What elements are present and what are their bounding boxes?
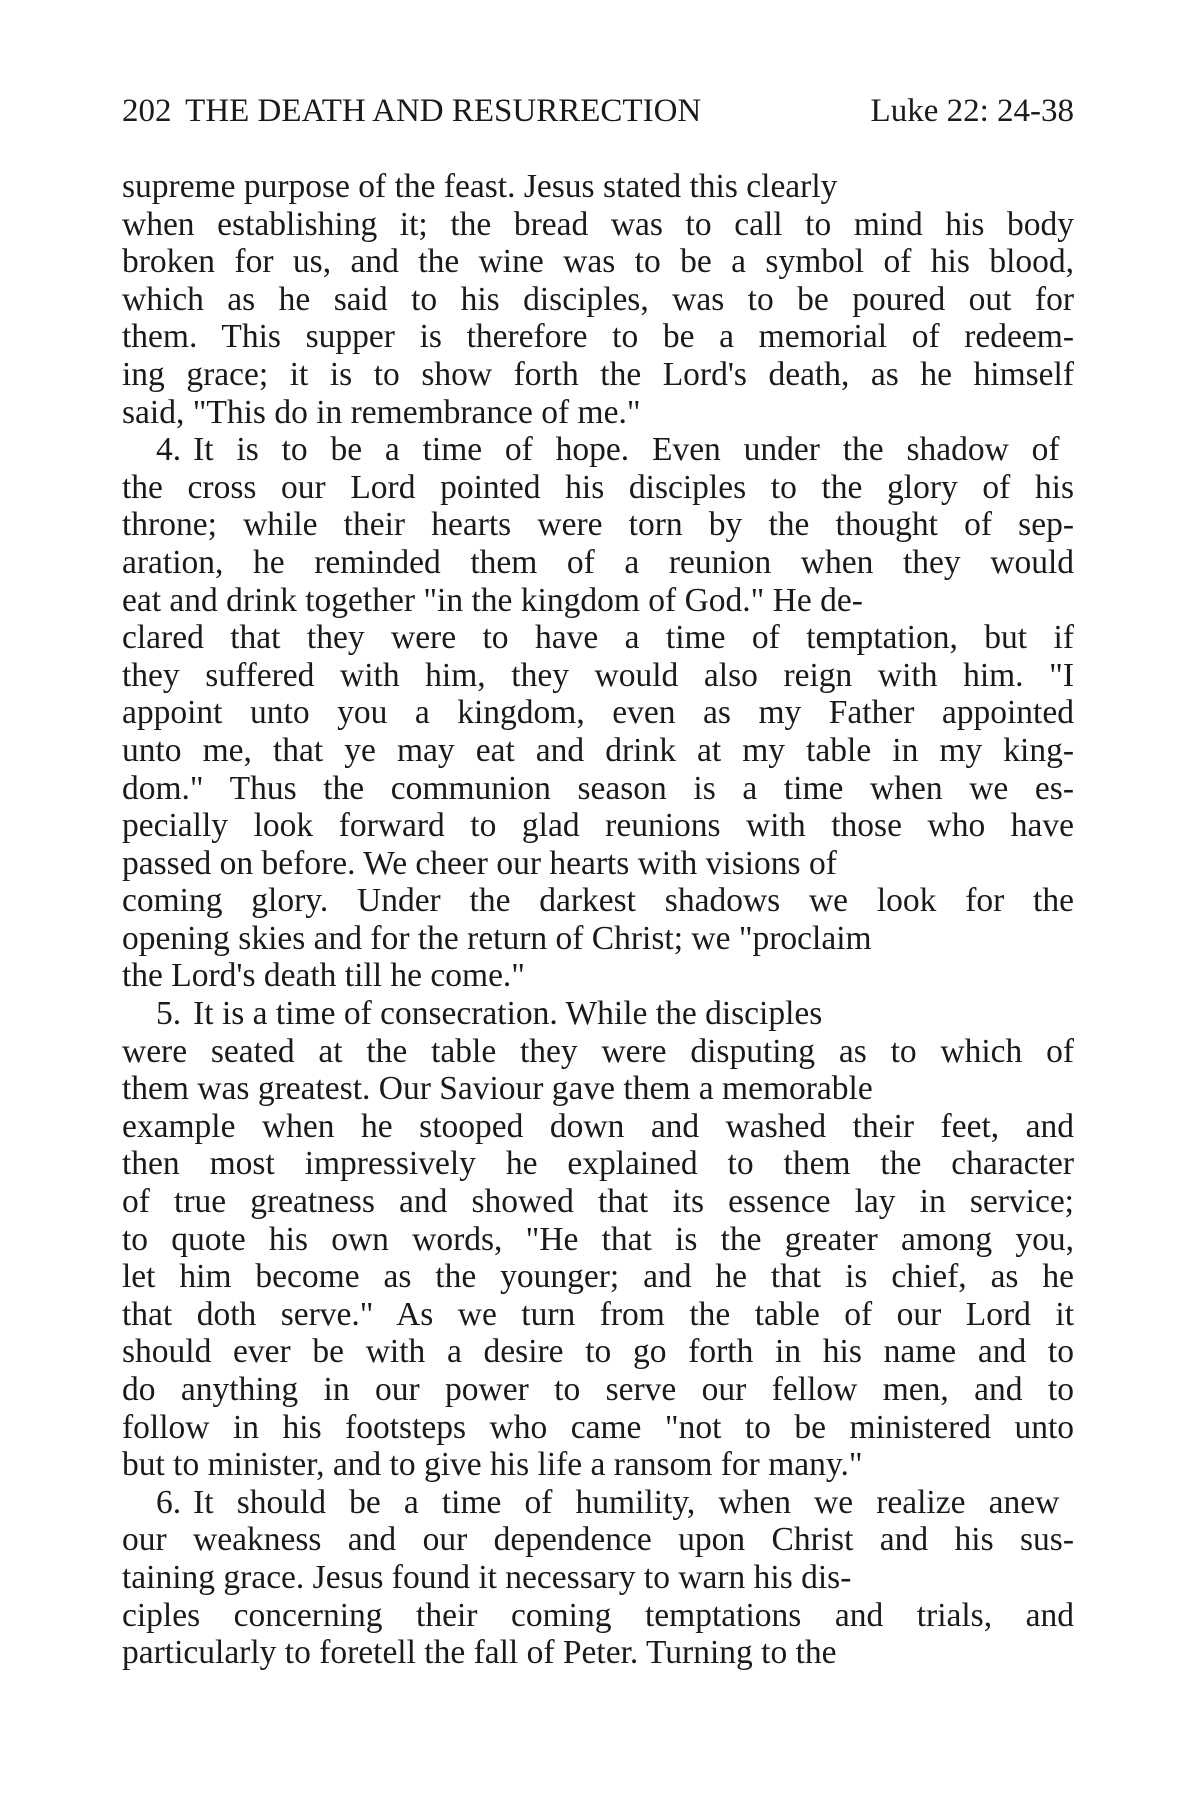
text-line xyxy=(122,318,1074,356)
line-text: opening skies and for the return of Christ; we "proclaim xyxy=(122,919,872,957)
text-line xyxy=(122,356,1074,394)
text-line xyxy=(122,1333,1074,1371)
text-line xyxy=(122,1371,1074,1409)
line-text: It is to be a time of hope. Even under the shadow of xyxy=(193,431,1060,469)
line-text: should ever be with a desire to go forth in his name and to xyxy=(122,1333,1074,1371)
line-text: It should be a time of humility, when we realize anew xyxy=(193,1483,1060,1521)
paragraph-first-line xyxy=(122,1484,1074,1522)
text-line xyxy=(122,1221,1074,1259)
line-text: eat and drink together "in the kingdom of God." He de- xyxy=(122,581,863,619)
text-line xyxy=(122,920,1074,958)
line-text: let him become as the younger; and he that is chief, as he xyxy=(122,1258,1074,1296)
line-text: they suffered with him, they would also reign with him. "I xyxy=(122,656,1074,694)
text-line xyxy=(122,1446,1074,1484)
text-line xyxy=(122,243,1074,281)
line-text: ing grace; it is to show forth the Lord's death, as he himself xyxy=(122,355,1074,393)
line-text: unto me, that ye may eat and drink at my table in my king- xyxy=(122,731,1074,769)
line-text: the Lord's death till he come." xyxy=(122,957,525,995)
line-text: passed on before. We cheer our hearts with visions of xyxy=(122,844,837,882)
running-head xyxy=(122,88,1074,134)
text-line xyxy=(122,1033,1074,1071)
text-line xyxy=(122,582,1074,620)
paragraph-first-line xyxy=(122,431,1074,469)
paragraph-number: 5. xyxy=(156,995,182,1033)
text-line xyxy=(122,770,1074,808)
line-text: then most impressively he explained to them the character xyxy=(122,1145,1074,1183)
line-text: appoint unto you a kingdom, even as my Father appointed xyxy=(122,694,1074,732)
line-text: ciples concerning their coming temptations and trials, and xyxy=(122,1596,1074,1634)
line-text: them. This supper is therefore to be a memorial of redeem- xyxy=(122,318,1074,356)
line-text: dom." Thus the communion season is a time when we es- xyxy=(122,769,1074,807)
body-text xyxy=(122,168,1074,1672)
line-text: throne; while their hearts were torn by the thought of sep- xyxy=(122,506,1074,544)
text-line xyxy=(122,1634,1074,1672)
text-line xyxy=(122,1258,1074,1296)
text-line xyxy=(122,168,1074,206)
text-line xyxy=(122,394,1074,432)
paragraph-number: 4. xyxy=(156,431,182,469)
line-text: It is a time of consecration. While the disciples xyxy=(193,995,823,1033)
text-line xyxy=(122,694,1074,732)
line-text: coming glory. Under the darkest shadows we look for the xyxy=(122,882,1074,920)
text-line xyxy=(122,469,1074,507)
line-text: which as he said to his disciples, was to be poured out for xyxy=(122,280,1074,318)
text-line xyxy=(122,1409,1074,1447)
line-text: the cross our Lord pointed his disciples to the glory of his xyxy=(122,468,1074,506)
line-text: said, "This do in remembrance of me." xyxy=(122,393,641,431)
line-text: supreme purpose of the feast. Jesus stated this clearly xyxy=(122,168,838,205)
text-line xyxy=(122,732,1074,770)
text-line xyxy=(122,1108,1074,1146)
text-line xyxy=(122,206,1074,244)
text-line xyxy=(122,1145,1074,1183)
line-text: follow in his footsteps who came "not to be ministered unto xyxy=(122,1408,1074,1446)
text-line xyxy=(122,845,1074,883)
line-text: but to minister, and to give his life a ransom for many." xyxy=(122,1446,863,1484)
line-text: pecially look forward to glad reunions with those who have xyxy=(122,807,1074,845)
text-line xyxy=(122,544,1074,582)
line-text: particularly to foretell the fall of Peter. Turning to the xyxy=(122,1634,837,1672)
line-text: to quote his own words, "He that is the greater among you, xyxy=(122,1220,1074,1258)
running-head-left xyxy=(122,88,707,134)
line-text: aration, he reminded them of a reunion when they would xyxy=(122,543,1074,581)
line-text: them was greatest. Our Saviour gave them a memorable xyxy=(122,1070,873,1108)
text-line xyxy=(122,882,1074,920)
line-text: our weakness and our dependence upon Christ and his sus- xyxy=(122,1521,1074,1559)
text-line xyxy=(122,657,1074,695)
text-line xyxy=(122,281,1074,319)
line-text: example when he stooped down and washed their feet, and xyxy=(122,1107,1074,1145)
text-line xyxy=(122,1597,1074,1635)
page-number: 202 xyxy=(122,93,172,129)
scripture-reference: Luke 22: 24-38 xyxy=(870,93,1074,129)
line-text: that doth serve." As we turn from the table of our Lord it xyxy=(122,1295,1074,1333)
line-text: taining grace. Jesus found it necessary to warn his dis- xyxy=(122,1558,852,1596)
line-text: when establishing it; the bread was to call to mind his body xyxy=(122,205,1074,243)
text-line xyxy=(122,1521,1074,1559)
line-text: of true greatness and showed that its essence lay in service; xyxy=(122,1183,1074,1221)
text-line xyxy=(122,619,1074,657)
text-line xyxy=(122,1559,1074,1597)
chapter-title: THE DEATH AND RESURRECTION xyxy=(185,93,702,129)
text-line xyxy=(122,1070,1074,1108)
paragraph-first-line xyxy=(122,995,1074,1033)
text-line xyxy=(122,807,1074,845)
line-text: do anything in our power to serve our fellow men, and to xyxy=(122,1371,1074,1408)
text-line xyxy=(122,957,1074,995)
line-text: were seated at the table they were disputing as to which of xyxy=(122,1032,1074,1070)
text-line xyxy=(122,1296,1074,1334)
text-line xyxy=(122,506,1074,544)
line-text: broken for us, and the wine was to be a symbol of his blood, xyxy=(122,243,1074,281)
text-line xyxy=(122,1183,1074,1221)
paragraph-number: 6. xyxy=(156,1483,182,1521)
line-text: clared that they were to have a time of temptation, but if xyxy=(122,619,1074,657)
